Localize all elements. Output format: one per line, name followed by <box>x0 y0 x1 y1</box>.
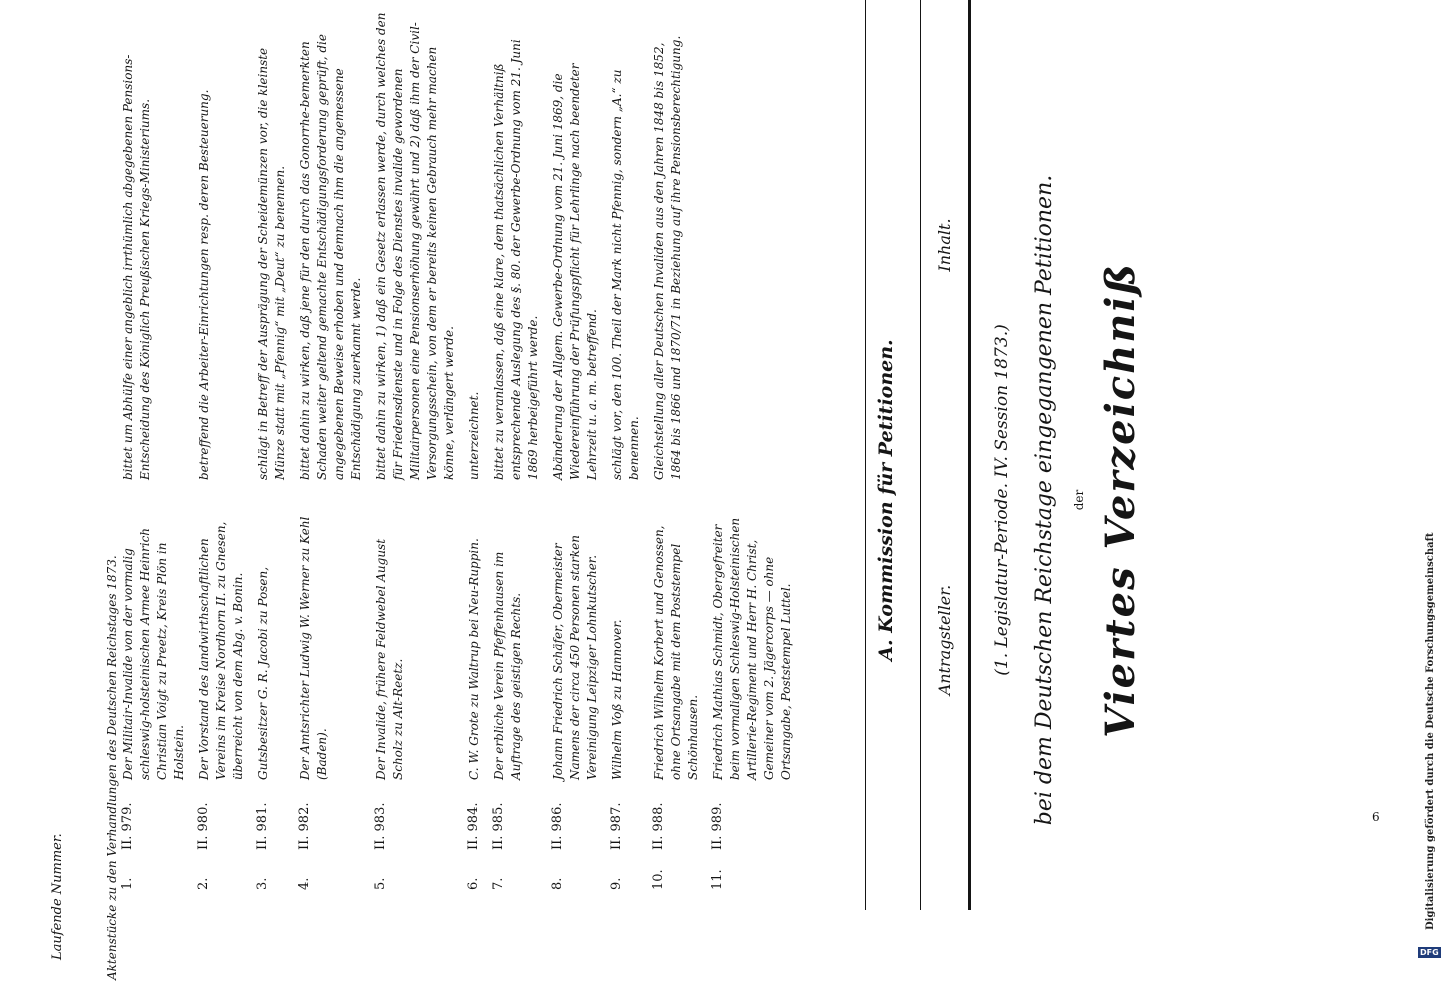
header-laufende: Laufende Nummer. <box>50 833 65 960</box>
row-number: 2. <box>196 877 211 890</box>
row-antragsteller: Der Vorstand des landwirthschaftlichen Vereins im Kreise Nordhorn II. zu Gnesen, überreicht von dem Abg. v. Bonin. <box>197 521 245 780</box>
title-der: der <box>1072 489 1086 511</box>
section-title: A. Kommission für Petitionen. <box>875 339 897 661</box>
row-inhalt: bittet zu veranlassen, daß eine klare, dem thatsächlichen Verhältniß entsprechende Auslegung des §. 80. der Gewerbe-Ordnung vom 21. Juni 1869 herbeigeführt werde. <box>492 39 540 480</box>
row-inhalt: bittet dahin zu wirken, 1) daß ein Gesetz erlassen werde, durch welches den für Friedensdienste und in Folge des Dienstes invalide gewordenen Militairpersonen eine Pensionserhöhung gewährt und 2) daß ihm der Civil-Versorgungsschein, von dem er bereits keinen Gebrauch mehr machen könne, verlängert werde. <box>374 12 456 480</box>
row-journal: II. 987. <box>609 802 624 850</box>
row-antragsteller: Johann Friedrich Schäfer, Obermeister Namens der circa 450 Personen starken Vereinigung Leipziger Lohnkutscher. <box>551 535 599 780</box>
row-antragsteller: Der Amtsrichter Ludwig W. Werner zu Kehl (Baden). <box>298 516 329 780</box>
row-number: 1. <box>120 877 135 890</box>
row-journal: II. 988. <box>651 802 666 850</box>
dfg-logo: DFG <box>1420 948 1439 957</box>
row-antragsteller: Der erbliche Verein Pfeffenhausen im Auftrage des geistigen Rechts. <box>492 551 523 780</box>
row-inhalt: bittet dahin zu wirken, daß jene für den durch das Gonorrhe-bemerkten Schaden weiter geltend gemachte Entschädigungsforderung geprüft, die angegebenen Beweise erhoben und demnach ihm die angemessene Entschädigung zuerkannt werde. <box>298 34 363 480</box>
row-number: 6. <box>466 877 481 890</box>
row-antragsteller: Der Invalide, frühere Feldwebel August Scholz zu Alt-Reetz. <box>374 538 405 780</box>
row-inhalt: schlägt vor, den 100. Theil der Mark nicht Pfennig, sondern „A.“ zu benennen. <box>610 69 641 480</box>
row-journal: II. 979. <box>120 802 135 850</box>
row-antragsteller: Gutsbesitzer G. R. Jacobi zu Posen, <box>256 566 270 780</box>
row-inhalt: unterzeichnet. <box>467 391 481 480</box>
row-journal: II. 981. <box>255 802 270 850</box>
header-inhalt: Inhalt. <box>935 218 954 272</box>
row-journal: II. 984. <box>466 802 481 850</box>
row-journal: II. 980. <box>196 802 211 850</box>
row-inhalt: betreffend die Arbeiter-Einrichtungen resp. deren Besteuerung. <box>197 89 211 480</box>
row-antragsteller: Friedrich Mathias Schmidt, Obergefreiter beim vormaligen Schleswig-Holsteinischen Artillerie-Regiment und Herr H. Christ, Gemeiner vom 2. Jägercorps — ohne Ortsangabe, Poststempel Luttel. <box>711 517 793 780</box>
row-inhalt: Gleichstellung aller Deutschen Invaliden aus den Jahren 1848 bis 1852, 1864 bis 1866 und 1870/71 in Beziehung auf ihre Pensionsberechtigung. <box>652 35 683 480</box>
row-inhalt: Abänderung der Allgem. Gewerbe-Ordnung vom 21. Juni 1869, die Wiedereinführung der Prüfungspflicht für Lehrlinge nach beendeter Lehrzeit u. a. m. betreffend. <box>551 63 599 480</box>
row-antragsteller: Wilhelm Voß zu Hannover. <box>610 619 624 780</box>
session-line: (1. Legislatur-Periode. IV. Session 1873.) <box>992 324 1012 676</box>
row-journal: II. 982. <box>297 802 312 850</box>
row-number: 4. <box>297 877 312 890</box>
header-antragsteller: Antragsteller. <box>935 584 954 696</box>
document-subtitle: bei dem Deutschen Reichstage eingegangenen Petitionen. <box>1032 174 1057 826</box>
row-number: 9. <box>609 877 624 890</box>
row-antragsteller: Friedrich Wilhelm Korbert und Genossen, ohne Ortsangabe mit dem Poststempel Schönhausen. <box>652 525 700 780</box>
row-number: 7. <box>491 877 506 890</box>
row-antragsteller: C. W. Grote zu Waltrup bei Neu-Ruppin. <box>467 538 481 780</box>
row-journal: II. 983. <box>373 802 388 850</box>
row-antragsteller: Der Militair-Invalide von der vormalig schleswig-holsteinischen Armee Heinrich Christian Voigt zu Preetz, Kreis Plön in Holstein. <box>121 527 186 780</box>
side-credit: Digitalisierung gefördert durch die Deutsche Forschungsgemeinschaft <box>1425 532 1436 930</box>
row-number: 10. <box>651 869 666 890</box>
row-number: 3. <box>255 877 270 890</box>
header-laufende-wrap <box>50 833 66 960</box>
page-number: 6 <box>1372 810 1380 824</box>
row-number: 11. <box>710 869 725 890</box>
dfg-logo-wrap <box>1418 940 1439 957</box>
row-number: 5. <box>373 877 388 890</box>
row-journal: II. 986. <box>550 802 565 850</box>
row-inhalt: schlägt in Betreff der Ausprägung der Scheidemünzen vor, die kleinste Münze statt mit „Pfennig“ mit „Deut“ zu benennen. <box>256 47 287 480</box>
document-title: Viertes Verzeichniß <box>1097 262 1144 738</box>
row-number: 8. <box>550 877 565 890</box>
footer-left: Aktenstücke zu den Verhandlungen des Deutschen Reichstages 1873. <box>105 555 119 980</box>
row-journal: II. 989. <box>710 802 725 850</box>
row-journal: II. 985. <box>491 802 506 850</box>
row-inhalt: bittet um Abhülfe einer angeblich irrthümlich abgegebenen Pensions-Entscheidung des Königlich Preußischen Kriegs-Ministeriums. <box>121 54 152 480</box>
